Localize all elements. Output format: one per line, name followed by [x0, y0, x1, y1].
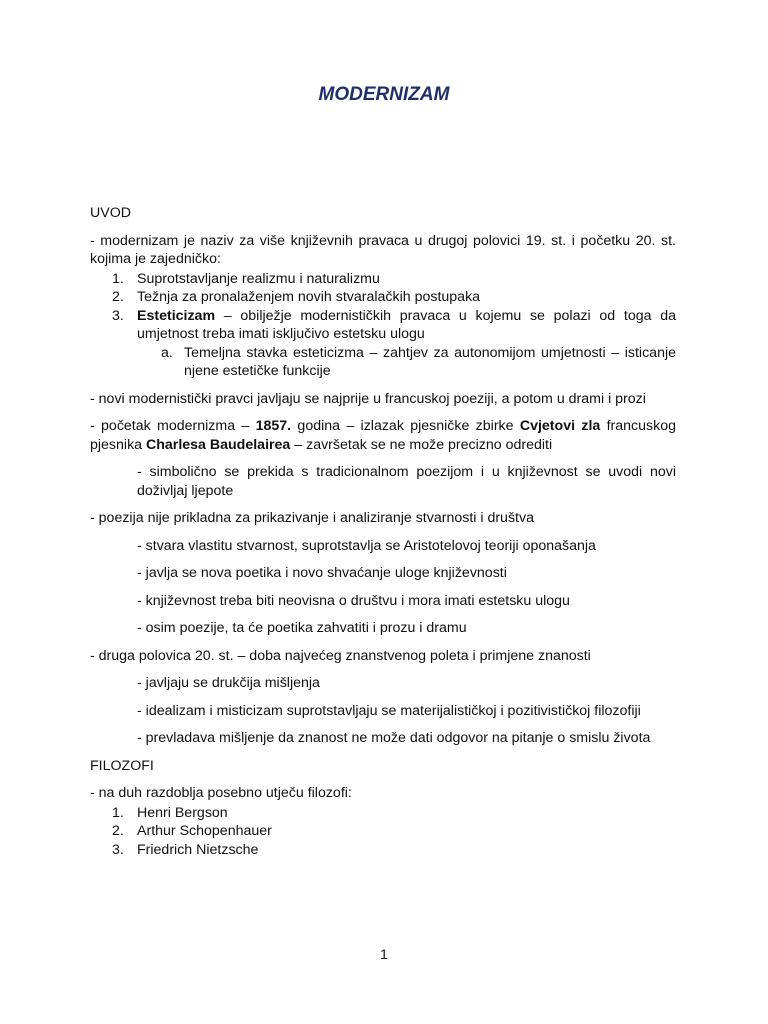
paragraph-duh: - na duh razdoblja posebno utječu filozofi:: [90, 785, 352, 801]
paragraph-idealizam: - idealizam i misticizam suprotstavljaju se materijalističkoj i pozitivističkoj filozofiji: [137, 702, 641, 719]
paragraph-drukcija: - javljaju se drukčija mišljenja: [137, 675, 320, 691]
paragraph-druga-polovica: - druga polovica 20. st. – doba najvećeg znanstvenog poleta i primjene znanosti: [90, 647, 591, 664]
section-heading-uvod: UVOD: [90, 205, 131, 221]
paragraph-poezija: - poezija nije prikladna za prikazivanje i analiziranje stvarnosti i društva: [90, 510, 534, 526]
paragraph-knjizevnost: - književnost treba biti neovisna o društvu i mora imati estetsku ulogu: [137, 592, 570, 609]
numbered-list-philosophers: [90, 804, 676, 860]
list-item: 2. Težnja za pronalaženjem novih stvaralačkih postupaka: [112, 289, 481, 305]
list-item: 1. Henri Bergson: [112, 804, 228, 821]
numbered-list-characteristics: [90, 270, 676, 381]
section-heading-filozofi: FILOZOFI: [90, 757, 154, 774]
sub-list: [137, 344, 676, 381]
paragraph-simbolicno: - simbolično se prekida s tradicionalnom poezijom i u književnost se uvodi novi doživljaj ljepote: [137, 464, 676, 499]
document-body: [90, 204, 676, 868]
paragraph-javlja: - javlja se nova poetika i novo shvaćanje uloge književnosti: [137, 565, 507, 581]
paragraph-prevladava: - prevladava mišljenje da znanost ne može dati odgovor na pitanje o smislu života: [137, 730, 651, 746]
paragraph-pocetak: - početak modernizma – 1857. godina – izlazak pjesničke zbirke Cvjetovi zla francuskog pjesnika Charlesa Baudelairea – završetak se ne može precizno odrediti: [90, 418, 676, 453]
list-item: 1. Suprotstavljanje realizmu i naturalizmu: [112, 270, 380, 287]
sub-list-item: a. Temeljna stavka esteticizma – zahtjev za autonomijom umjetnosti – isticanje njene estetičke funkcije: [161, 344, 676, 379]
page-number: 1: [380, 947, 388, 963]
list-item: 2. Arthur Schopenhauer: [112, 823, 272, 839]
list-item: 3. Esteticizam – obilježje modernističkih pravaca u kojemu se polazi od toga da umjetnost treba imati isključivo estetsku ulogu a. Temeljna stavka esteticizma – zahtjev za autonomijom umjetnosti – isticanje njene estetičke funkcije: [112, 307, 676, 379]
paragraph-novi-pravci: - novi modernistički pravci javljaju se najprije u francuskoj poeziji, a potom u drami i prozi: [90, 390, 646, 407]
paragraph-osim: - osim poezije, ta će poetika zahvatiti i prozu i dramu: [137, 620, 467, 636]
paragraph-stvara: - stvara vlastitu stvarnost, suprotstavlja se Aristotelovoj teoriji oponašanja: [137, 537, 596, 554]
list-item: 3. Friedrich Nietzsche: [112, 841, 259, 858]
page-title: MODERNIZAM: [318, 84, 450, 105]
intro-paragraph: - modernizam je naziv za više književnih pravaca u drugoj polovici 19. st. i početku 20. st. kojima je zajedničko:: [90, 232, 676, 267]
